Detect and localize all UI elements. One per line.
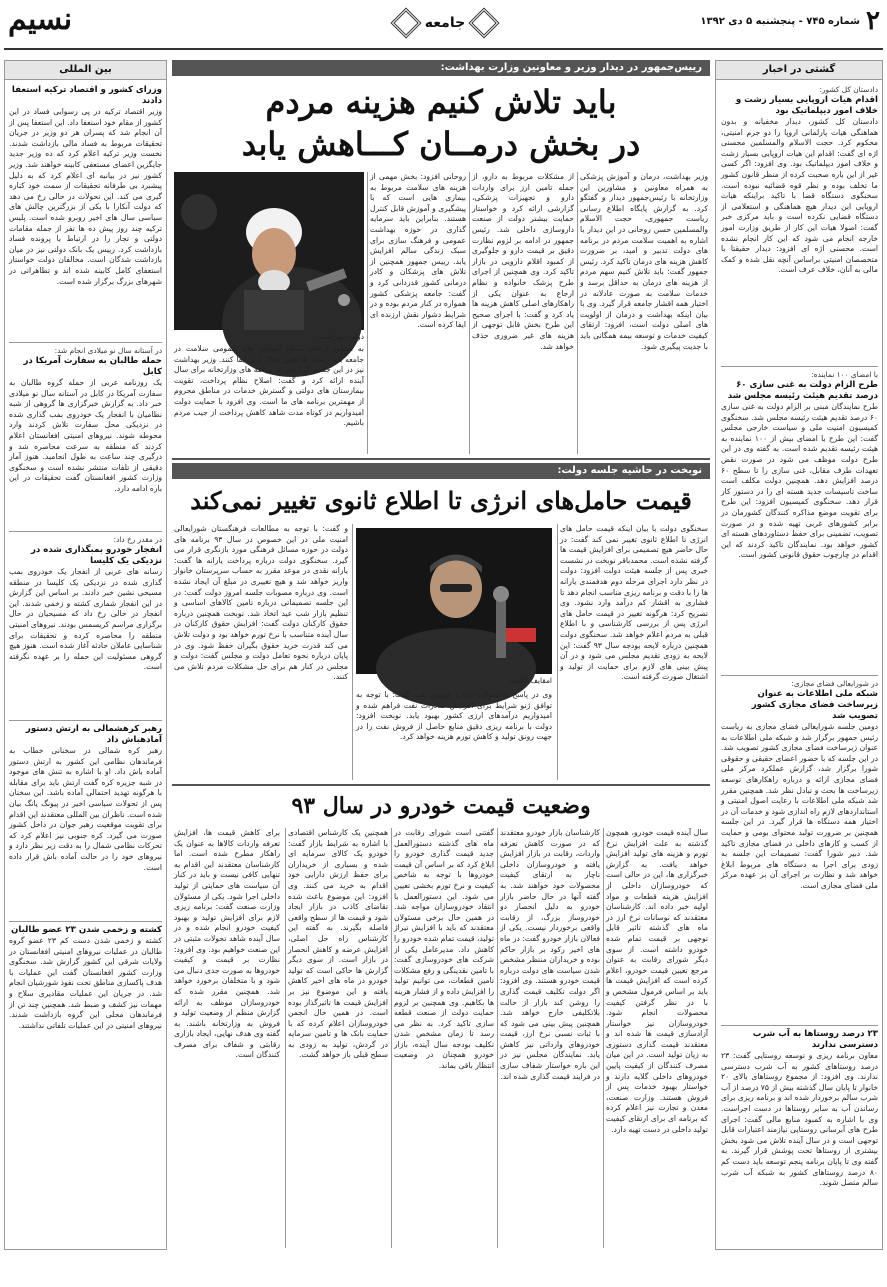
roundup-item-title: ۲۳ درصد روستاها به آب شرب دسترسی ندارند bbox=[752, 1029, 878, 1050]
page-number: ۲ bbox=[866, 6, 880, 36]
lead-story-body-col2: روحانی افزود: بخش مهمی از هزینه های سلامت مربوط به بیماری هایی است که با پیشگیری و آموزش قابل کنترل هستند. بنابراین باید سرمایه گذاری در حوزه بهداشت عمومی و فرهنگ سازی برای سبک زندگی سالم افزایش یابد. رییس جمهور همچنین از تلاش های پزشکان و کادر درمانی کشور قدردانی کرد و گفت: جامعه پزشکی کشور همواره در کنار مردم بوده و در شرایط دشوار نقش ارزنده ای ایفا کرده است. bbox=[367, 172, 466, 330]
intl-item-kicker: در مقدر رخ داد: bbox=[113, 535, 162, 544]
international-column bbox=[4, 60, 167, 1250]
lead-story-headline-line2: در بخش درمــان کـــاهش یابد bbox=[241, 125, 641, 163]
roundup-item-body: معاون برنامه ریزی و توسعه روستایی گفت: ۲۳ درصد روستاهای کشور به آب شرب دسترسی ندارند. وی افزود: از مجموع روستاهای بالای ۲۰ خانوار تا پایان سال گذشته بیش از ۷۵ درصد از آب شرب سالم برخوردار شده اند و برنامه ریزی برای رساندن آب به سایر روستاها در دست اجراست. وی با اشاره به کمبود منابع مالی گفت: اجرای طرح های آبرسانی روستایی نیازمند اعتبارات قابل توجهی است و در سال آینده تلاش می شود بخش بیشتری از روستاها تحت پوشش قرار گیرند. به گفته وی تا پایان برنامه پنجم توسعه باید دست کم ۸۰ درصد روستاهای کشور به شبکه آب شرب سالم متصل شوند. bbox=[718, 1051, 878, 1188]
intl-item-title: وزرای کشور و اقتصاد ترکیه استعفا دادند bbox=[11, 85, 162, 106]
news-roundup-title: گشتی در اخبار bbox=[716, 61, 882, 80]
lead-story-photo bbox=[174, 172, 364, 330]
lead-story-headline-line1: باید تلاش کنیم هزینه مردم bbox=[265, 83, 617, 121]
roundup-item-kicker: با امضای ۱۰۰ نماینده: bbox=[811, 370, 878, 379]
roundup-item-title: طرح الزام دولت به غنی سازی ۶۰ درصد تقدیم هیئت رئیسه مجلس شد bbox=[727, 380, 878, 401]
international-column-title: بین المللی bbox=[5, 61, 166, 80]
intl-item-title: انفجار خودرو بمبگذاری شده در نزدیکی یک کلیسا bbox=[30, 545, 162, 566]
intl-item-title: کشته و زخمی شدن ۲۳ عضو طالبان bbox=[11, 925, 162, 935]
roundup-item-body: دومین جلسه شورایعالی فضای مجازی به ریاست رئیس جمهور برگزار شد و شبکه ملی اطلاعات به عنوان زیرساخت فضای مجازی کشور تصویب شد. در این جلسه که با حضور اعضای حقیقی و حقوقی شورا برگزار شد، گزارش عملکرد مرکز ملی فضای مجازی ارائه و درباره راهکارهای توسعه زیرساخت ها بحث و تبادل نظر شد. همچنین مقرر شد شبکه ملی اطلاعات با رعایت اصول امنیتی و استانداردهای لازم راه اندازی شود و خدمات آن در اختیار همه دستگاه ها قرار گیرد. در این جلسه همچنین بر ضرورت تولید محتوای بومی و حمایت از کسب و کارهای داخلی در فضای مجازی تاکید شد. دبیر شورا گفت: تصمیمات این جلسه به زودی برای اجرا به دستگاه های مربوط ابلاغ خواهد شد و نظارت بر اجرای آن بر عهده مرکز ملی فضای مجازی است. bbox=[718, 722, 878, 890]
newspaper-logo: نسیم bbox=[8, 2, 73, 37]
lead-photo-caption: دولت مهرامت. bbox=[318, 332, 364, 341]
roundup-item-kicker: در شورایعالی فضای مجازی: bbox=[791, 679, 878, 688]
intl-item-kicker: در آستانه سال نو میلادی انجام شد: bbox=[54, 346, 162, 355]
roundup-item-title: شبکه ملی اطلاعات به عنوان زیرساخت فضای مجازی کشور تصویب شد bbox=[751, 689, 878, 721]
roundup-item-body: دادستان کل کشور، دیدار مخفیانه و بدون هماهنگی هیات پارلمانی اروپا را دو جرم امنیتی، محکوم کرد. حجت الاسلام والمسلمین محسنی اژه ای گفت: اقدام این هیات اروپایی بسیار زشت و خلاف امور دیپلماتیک بود. وی افزود: اگر کسی غیر از این باره صحبت کرده از منظر قانون کشور ما تخلف بوده و نظر قوه قضائیه نبوده است. سخنگوی دستگاه قضا با تاکید براینکه هیات اروپایی این دیدار هیچ هماهنگی و استعلامی از دستگاه قضایی نکرده است و باید مرکزی خبر گفت: اصولا هیات این کار از طریق وزارت امور خارجه انجام می شود که این کار انجام نشده است. محسنی اژه ای افزود: دیدار حقیقتا با متخصصان امنیتی براساس آنچه نقل شده و کمک مالی به آنان، خلاف عرف است. bbox=[718, 117, 878, 275]
third-story-body-col5: سال آینده قیمت خودرو، همچون گذشته به علت افزایش نرخ تورم و هزینه های تولید افزایش خواهد یافت. به گزارش خبرگزاری ها، این در حالی است که خودروسازان داخلی از افزایش هزینه قطعات و مواد اولیه خبر داده اند. کارشناسان معتقدند که نوسانات نرخ ارز در ماه های گذشته تاثیر قابل توجهی بر قیمت تمام شده خودرو داشته است. از سوی دیگر شورای رقابت به عنوان مرجع تعیین قیمت خودرو، اعلام کرده است که افزایش قیمت ها باید بر اساس فرمول مشخص و با در نظر گرفتن کیفیت محصولات انجام شود. خودروسازان نیز خواستار آزادسازی قیمت ها شده اند و معتقدند قیمت گذاری دستوری به زیان تولید است. در این میان مصرف کنندگان از کیفیت پایین خودروهای داخلی گلایه دارند و خواستار بهبود خدمات پس از فروش هستند. وزارت صنعت، معدن و تجارت نیز اعلام کرده که برنامه ای برای ارتقای کیفیت تولید داخلی در دست تهیه دارد. bbox=[603, 828, 708, 1134]
second-story-kicker: نوبخت در حاشیه جلسه دولت: bbox=[172, 463, 710, 479]
third-story-body-col3: گفتنی است شورای رقابت در ماه های گذشته دستورالعمل جدید قیمت گذاری خودرو را ابلاغ کرد که بر اساس آن قیمت خودروها با توجه به شاخص کیفیت و نرخ تورم بخشی تعیین می شود. این دستورالعمل با انتقاد خودروسازان مواجه شد. در همین حال برخی مسئولان معتقدند که باید با افزایش تیراژ تولید، قیمت تمام شده خودرو را کاهش داد. مدیرعامل یکی از شرکت های خودروسازی گفت: با تامین نقدینگی و رفع مشکلات تامین قطعات، می توانیم تولید را افزایش داده و از فشار هزینه ها بکاهیم. وی همچنین بر لزوم حمایت دولت از صنعت قطعه سازی تاکید کرد. به نظر می رسد تا زمان مشخص شدن تکلیف بودجه سال آینده، بازار خودرو همچنان در وضعیت انتظار باقی بماند. bbox=[391, 828, 494, 1071]
lead-story-kicker: رییس‌جمهور در دیدار وزیر و معاونین وزارت بهداشت: bbox=[172, 60, 710, 76]
news-roundup-column bbox=[715, 60, 883, 1250]
second-story-photo bbox=[356, 528, 552, 674]
lead-story-body-col3: از مشکلات مربوط به دارو، از جمله تامین ارز برای واردات دارو و تجهیزات پزشکی، گزارشی ارائه کرد و خواستار حمایت بیشتر دولت از صنعت داروسازی داخلی شد. رئیس جمهور در ادامه بر لزوم نظارت دقیق بر قیمت دارو و جلوگیری از کمبود اقلام دارویی در بازار تاکید کرد. وی همچنین از اجرای طرح پزشک خانواده و نظام ارجاع به عنوان یکی از راهکارهای اصلی کاهش هزینه ها یاد کرد و گفت: با اجرای صحیح این طرح بخش قابل توجهی از هزینه های غیر ضروری حذف خواهد شد. bbox=[469, 172, 574, 351]
third-story-body-col1: برای کاهش قیمت ها، افزایش تعرفه واردات کالاها به عنوان یک راهکار مطرح شده است. اما کارشناسان معتقدند این اقدام به تنهایی کافی نیست و باید در کنار آن سیاست های حمایتی از تولید داخلی اجرا شود. یکی از مسئولان وزارت صنعت گفت: برنامه ریزی لازم برای افزایش تولید و بهبود کیفیت خودرو انجام شده و در سال آینده شاهد تحولات مثبتی در این صنعت خواهیم بود. وی افزود: نظارت بر قیمت و کیفیت خودروها به صورت جدی دنبال می شود و با متخلفان برخورد خواهد شد. همچنین مقرر شده که خودروسازان موظف به ارائه گزارش منظم از وضعیت تولید و فروش به وزارتخانه باشند. به گفته وی هدف نهایی، ایجاد بازاری رقابتی و شفاف برای مصرف کنندگان است. bbox=[171, 828, 280, 1060]
third-story-headline: وضعیت قیمت خودرو در سال ۹۳ bbox=[291, 793, 591, 819]
masthead bbox=[0, 0, 887, 50]
lead-story-body-col4: وزیر بهداشت، درمان و آموزش پزشکی به همراه معاونین و مشاورین این وزارتخانه با رئیس‌جمهور دیدار و گفتگو کرد. به گزارش پایگاه اطلاع رسانی ریاست جمهوری، حجت الاسلام والمسلمین حسن روحانی در این دیدار با اشاره به اهمیت سلامت مردم در برنامه های دولت تدبیر و امید، بر ضرورت کاهش هزینه های درمان تاکید کرد. رئیس جمهور گفت: باید تلاش کنیم سهم مردم از هزینه های درمان به حداقل برسد و خدمات سلامت به صورت عادلانه در اختیار همه اقشار جامعه قرار گیرد. وی با بیان اینکه بهداشت و درمان از اولویت های اصلی دولت است، افزود: ارتقای کیفیت خدمات و توسعه بیمه همگانی باید با جدیت پیگیری شود. bbox=[577, 172, 708, 351]
second-story-body-col3: وی در پاسخ به سوالی درباره فروش نفت گفت: با توجه به توافق ژنو شرایط برای افزایش صادرات نفت فراهم شده و امیدواریم درآمدهای ارزی کشور بهبود یابد. نوبخت افزود: دولت با برنامه ریزی دقیق منابع حاصل از فروش نفت را در جهت رونق تولید و کاهش تورم هزینه خواهد کرد. bbox=[353, 690, 552, 742]
masthead-rule bbox=[4, 48, 883, 50]
masthead-ornament-left bbox=[390, 7, 421, 38]
masthead-ornament-right bbox=[468, 7, 499, 38]
intl-item-body: رسانه های عربی از انفجار یک خودروی بمب گذاری شده در نزدیکی یک کلیسا در منطقه مسیحی نشین خبر دادند. بر اساس این گزارش در این انفجار شماری کشته و زخمی شدند. این انفجار در حالی رخ داد که مسیحیان در حال برگزاری مراسم کریسمس بودند. نیروهای امنیتی منطقه را محاصره کرده و تحقیقات برای شناسایی عاملان حادثه آغاز شده است. هنوز هیچ گروهی مسئولیت این حمله را بر عهده نگرفته است. bbox=[6, 567, 162, 672]
roundup-item-title: اقدام هیات اروپایی بسیار زشت و خلاف امور دیپلماتیک بود bbox=[735, 95, 878, 116]
second-story-body-col4: سخنگوی دولت با بیان اینکه قیمت حامل های انرژی تا اطلاع ثانوی تغییر نمی کند گفت: در حال حاضر هیچ تصمیمی برای افزایش قیمت ها گرفته نشده است. محمدباقر نوبخت در نشست خبری پس از جلسه هیئت دولت افزود: دولت در نظر دارد اجرای مرحله دوم هدفمندی یارانه ها را با دقت و برنامه ریزی مناسب انجام دهد تا فشاری به اقشار کم درآمد وارد نشود. وی تصریح کرد: هرگونه تغییر در قیمت حامل های انرژی پس از بررسی کارشناسی و با اطلاع قبلی به مردم اعلام خواهد شد. سخنگوی دولت همچنین درباره لایحه بودجه سال ۹۳ گفت: این لایحه به زودی تقدیم مجلس می شود و در آن پیش بینی های لازم برای حمایت از تولید و اشتغال صورت گرفته است. bbox=[557, 524, 708, 682]
third-story-body-col4: کارشناسان بازار خودرو معتقدند که در صورت کاهش تعرفه واردات، رقابت در بازار افزایش یافته و خودروسازان داخلی ناچار به ارتقای کیفیت محصولات خود خواهند شد. به گفته آنها در حال حاضر بازار خودرو به دلیل انحصار دو خودروساز بزرگ، از رقابت واقعی برخوردار نیست. یکی از فعالان بازار خودرو گفت: در ماه های اخیر رکود بر بازار حاکم بوده و خریداران منتظر مشخص شدن سیاست های دولت درباره قیمت خودرو هستند. وی افزود: اگر دولت تکلیف قیمت گذاری را روشن کند بازار از حالت بلاتکلیفی خارج خواهد شد. همچنین پیش بینی می شود که با ثبات نسبی نرخ ارز، قیمت خودروهای وارداتی نیز کاهش یابد. نمایندگان مجلس نیز در این باره خواستار شفاف سازی در فرایند قیمت گذاری شده اند. bbox=[497, 828, 600, 1081]
roundup-item-kicker: دادستان کل کشور: bbox=[819, 85, 878, 94]
second-story-body-col2: و گفت: با توجه به مطالعات فرهنگستان شورایعالی امنیت ملی در این خصوص در سال ۹۳ برنامه های دولت در حوزه مسائل فرهنگی مورد بازنگری قرار می گیرد. سخنگوی دولت درباره پرداخت یارانه ها گفت: یارانه نقدی در موعد مقرر به حساب سرپرستان خانوار واریز خواهد شد و هیچ تغییری در مبلغ آن ایجاد نشده است. وی درباره مصوبات جلسه امروز دولت گفت: در این جلسه تصمیماتی درباره تامین کالاهای اساسی و تنظیم بازار شب عید اتخاذ شد. نوبخت همچنین درباره حقوق کارکنان دولت گفت: افزایش حقوق کارکنان در سال آینده متناسب با نرخ تورم خواهد بود و دولت تلاش می کند قدرت خرید حقوق بگیران حفظ شود. وی در پایان درباره نحوه تعامل دولت و مجلس گفت: دولت و مجلس در کنار هم برای حل مشکلات مردم تلاش می کنند. bbox=[171, 524, 348, 682]
lead-story-body-col1: به منظور ارتقای سطح آموزش های عمومی سلامت در جامعه باید رسانه ها نقش فعال تری ایفا کنند. وزیر بهداشت نیز در این جلسه گزارشی از برنامه های وزارتخانه برای سال آینده ارائه کرد و گفت: اصلاح نظام پرداخت، تقویت بیمارستان های دولتی و گسترش خدمات در مناطق محروم از مهمترین برنامه های ما است. وی افزود با حمایت دولت امیدواریم در کوتاه مدت شاهد کاهش پرداخت از جیب مردم باشیم. bbox=[171, 344, 364, 428]
roundup-item-body: طرح نمایندگان مبنی بر الزام دولت به غنی سازی ۶۰ درصد تقدیم هیئت رئیسه مجلس شد. سخنگوی کمیسیون امنیت ملی و سیاست خارجی مجلس گفت: این طرح با امضای بیش از ۱۰۰ نماینده به هیئت رئیسه تقدیم شده است. به گفته وی در این طرح دولت موظف می شود در صورت نقض تعهدات طرف مقابل، غنی سازی را تا سطح ۶۰ درصد افزایش دهد. همچنین دولت مکلف است ساخت تاسیسات جدید هسته ای را در دستور کار قرار دهد. سخنگوی کمیسیون افزود: این طرح برای تقویت موضع مذاکره کنندگان کشورمان در برابر کشورهای غربی تهیه شده و در صورت تصویب، تضمینی برای حفظ دستاوردهای هسته ای کشور خواهد بود. نمایندگان تاکید کردند که این اقدام در چارچوب حقوق قانونی کشور است. bbox=[718, 402, 878, 560]
intl-item-title: رهبر کرهشمالی به ارتش دستور آمادهباش داد bbox=[25, 724, 162, 745]
intl-item-body: رهبر کره شمالی در سخنانی خطاب به فرماندهان نظامی این کشور به ارتش دستور آماده باش داد. او با اشاره به تنش های موجود در شبه جزیره کره گفت ارتش باید برای مقابله با هرگونه تهدید احتمالی آماده باشد. این سخنان پس از تحولات سیاسی اخیر در پیونگ یانگ بیان شده است. ناظران بین المللی معتقدند این اقدام برای تقویت موقعیت رهبر جوان در داخل کشور صورت می گیرد. کره جنوبی نیز اعلام کرد که تحرکات نظامی شمال را به دقت زیر نظر دارد و نیروهای خود را در حالت آماده باش قرار داده است. bbox=[6, 746, 162, 872]
intl-item-body: یک روزنامه عربی از حمله گروه طالبان به سفارت آمریکا در کابل در آستانه سال نو میلادی خبر داد. به گزارش خبرگزاری ها گروهی از شبه نظامیان با انفجار یک خودروی بمب گذاری شده در نزدیکی محل سفارت تلاش کردند وارد محوطه شوند. نیروهای امنیتی افغانستان اعلام کردند که منطقه به سرعت محاصره شد و درگیری چند ساعت به طول انجامید. هنوز آمار دقیقی از تلفات منتشر نشده است و سخنگوی وزارت کشور افغانستان گفت تحقیقات در این باره ادامه دارد. bbox=[6, 378, 162, 493]
issue-info: شماره ۷۴۵ - پنجشنبه ۵ دی ۱۳۹۲ bbox=[700, 16, 860, 27]
intl-item-body: وزیر اقتصاد ترکیه در پی رسوایی فساد در این کشور از مقام خود استعفا داد. این استعفا پس از آن انجام شد که پسران هر دو وزیر در جریان تحقیقات مربوط به فساد مالی بازداشت شدند. نخست وزیر ترکیه اعلام کرد که ده وزیر جدید جایگزین اعضای مستعفی کابینه خواهند شد. وزیر کشور نیز در بیانیه ای اعلام کرد که به دلیل پیشبرد بی طرفانه تحقیقات از سمت خود کناره گیری می کند. این تحولات در حالی رخ می دهد که دولت آنکارا با یکی از بزرگترین چالش های سیاسی سال های اخیر روبرو شده است. پلیس ترکیه چند روز پیش ده ها نفر از جمله مقامات دولتی و تجار را در ارتباط با پرونده فساد بازداشت کرد. رییس یک بانک دولتی نیز در میان بازداشت شدگان است. مخالفان دولت خواستار استعفای کامل کابینه شده اند و تظاهراتی در شهرهای بزرگ برگزار شده است. bbox=[6, 107, 162, 286]
second-photo-caption: امقایف الگدید. bbox=[507, 676, 552, 685]
intl-item-body: کشته و زخمی شدن دست کم ۲۳ عضو گروه طالبان در عملیات نیروهای امنیتی افغانستان در ولایات شرقی این کشور گزارش شد. سخنگوی وزارت کشور افغانستان گفت این عملیات با هدف پاکسازی مناطق تحت نفوذ شورشیان انجام شد. در جریان این عملیات مقادیری سلاح و مهمات نیز کشف و ضبط شد. همچنین چند تن از فرماندهان محلی این گروه بازداشت شدند. نیروهای امنیتی در این عملیات تلفاتی نداشتند. bbox=[6, 936, 162, 1030]
third-story-body-col2: همچنین یک کارشناس اقتصادی با اشاره به شرایط بازار گفت: خودرو یک کالای سرمایه ای شده و بسیاری از خریداران برای حفظ ارزش دارایی خود اقدام به خرید می کنند. وی افزود: این موضوع باعث شده تقاضای کاذب در بازار ایجاد شود و قیمت ها از سطح واقعی فاصله بگیرند. به گفته این کارشناس راه حل اصلی، افزایش عرضه و کاهش انحصار در بازار است. از سوی دیگر گزارش ها حاکی است که تولید خودرو در ماه های اخیر کاهش یافته و این موضوع نیز بر افزایش قیمت ها تاثیرگذار بوده است. در همین حال انجمن خودروسازان اعلام کرده که با حمایت بانک ها و تامین سرمایه در گردش، تولید به زودی به سطح قبلی باز خواهد گشت. bbox=[285, 828, 388, 1060]
second-story-headline: قیمت حامل‌های انرژی تا اطلاع ثانوی تغییر نمی‌کند bbox=[190, 486, 692, 515]
intl-item-title: حمله طالبان به سفارت آمریکا در کابل bbox=[23, 356, 162, 377]
section-label: جامعه bbox=[424, 15, 466, 31]
